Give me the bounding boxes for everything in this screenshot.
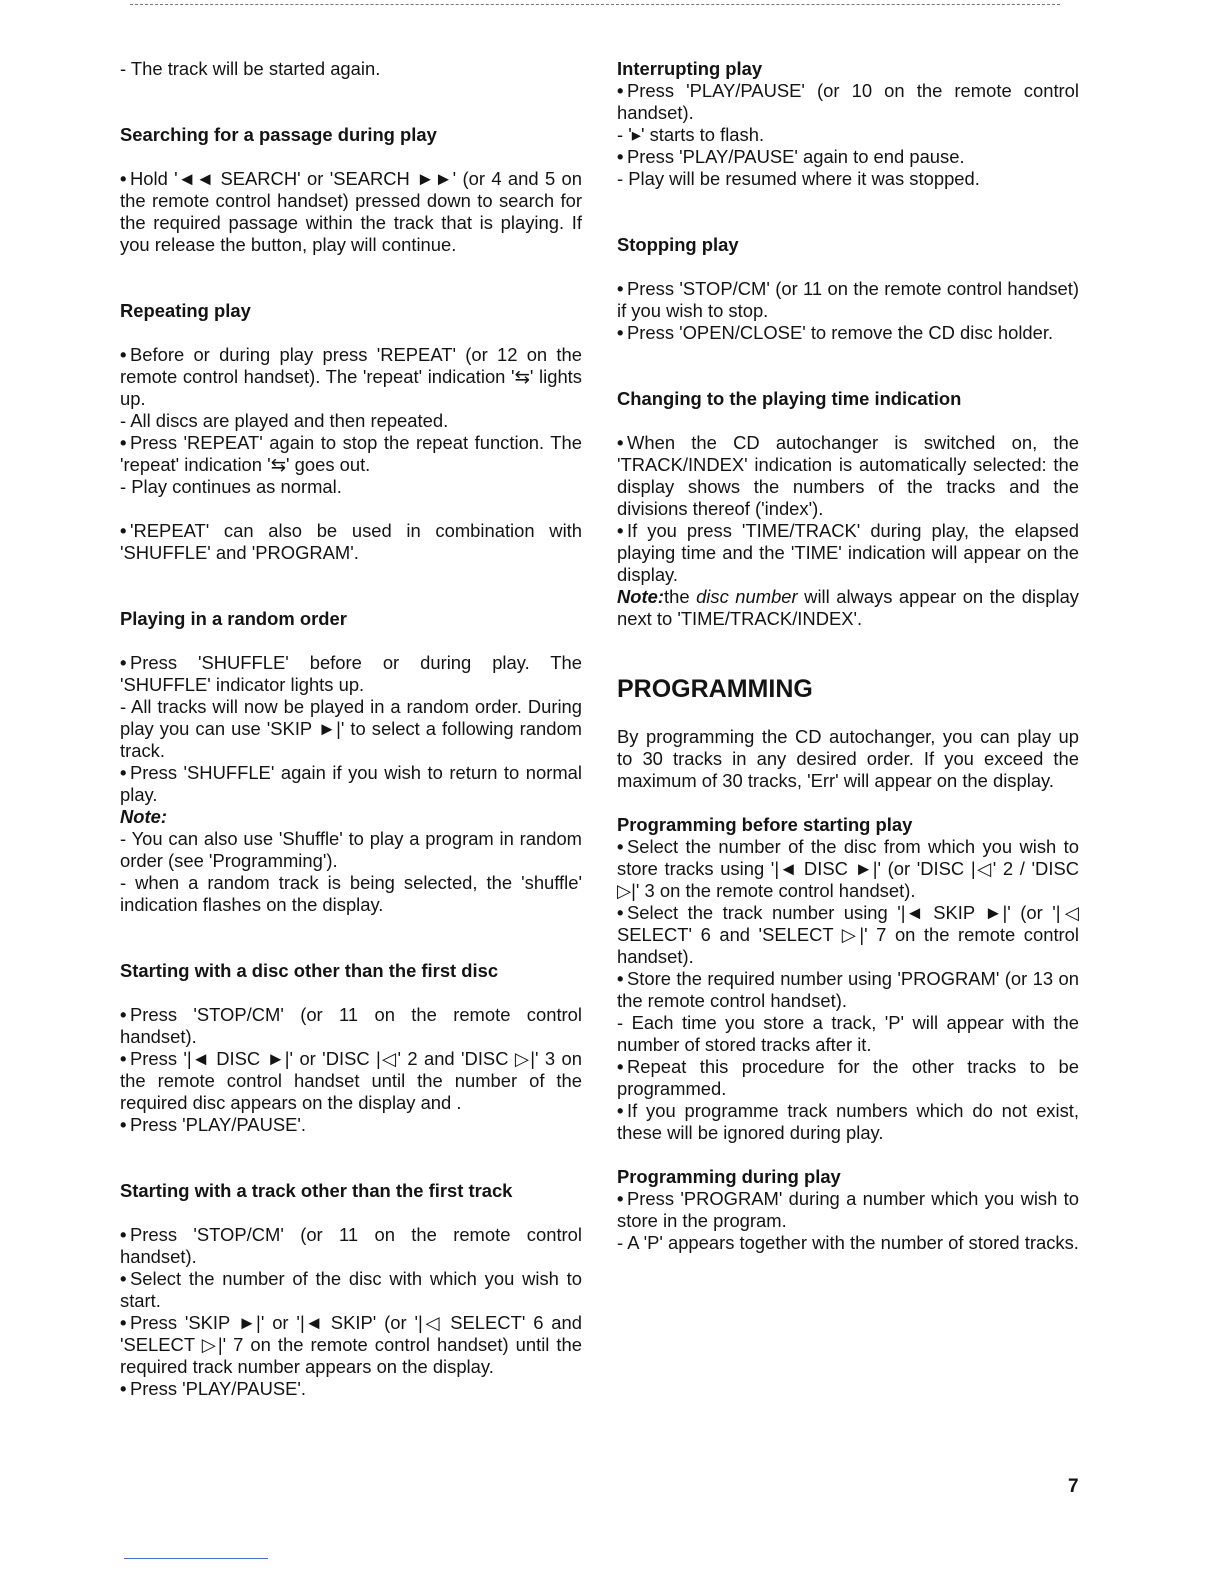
- random-heading: Playing in a random order: [120, 608, 347, 629]
- interrupt-text-4: - Play will be resumed where it was stopped.: [617, 168, 980, 189]
- programming-before-1: • Select the number of the disc from which you wish to store tracks using '|◄ DISC ►|' (or 'DISC |◁' 2 / 'DISC ▷|' 3 on the remote control handset).: [617, 836, 1079, 901]
- interrupt-text-1: • Press 'PLAY/PAUSE' (or 10 on the remote control handset).: [617, 80, 1079, 123]
- random-text-1: • Press 'SHUFFLE' before or during play. The 'SHUFFLE' indicator lights up.: [120, 652, 582, 695]
- time-note: Note:the disc number will always appear on the display next to 'TIME/TRACK/INDEX'.: [617, 586, 1079, 629]
- programming-during-2: - A 'P' appears together with the number of stored tracks.: [617, 1232, 1079, 1253]
- disc-text-2: • Press '|◄ DISC ►|' or 'DISC |◁' 2 and 'DISC ▷|' 3 on the remote control handset until the number of the required disc appears on the display and .: [120, 1048, 582, 1113]
- time-text-1: • When the CD autochanger is switched on, the 'TRACK/INDEX' indication is automatically selected: the display shows the numbers of the tracks and the divisions thereof ('index').: [617, 432, 1079, 519]
- search-text: • Hold '◄◄ SEARCH' or 'SEARCH ►►' (or 4 and 5 on the remote control handset) pressed down to search for the required passage within the track that is playing. If you release the button, play will continue.: [120, 168, 582, 255]
- scan-line-bottom: [124, 1558, 268, 1559]
- repeat-text-5: • 'REPEAT' can also be used in combination with 'SHUFFLE' and 'PROGRAM'.: [120, 520, 582, 563]
- track-text-3: • Press 'SKIP ►|' or '|◄ SKIP' (or '|◁ SELECT' 6 and 'SELECT ▷|' 7 on the remote control handset) until the required track number appears on the display.: [120, 1312, 582, 1377]
- programming-title: PROGRAMMING: [617, 675, 813, 703]
- programming-intro: By programming the CD autochanger, you can play up to 30 tracks in any desired order. If you exceed the maximum of 30 tracks, 'Err' will appear on the display.: [617, 726, 1079, 791]
- repeat-heading: Repeating play: [120, 300, 251, 321]
- programming-before-3: • Store the required number using 'PROGRAM' (or 13 on the remote control handset).: [617, 968, 1079, 1011]
- programming-before-2: • Select the track number using '|◄ SKIP ►|' (or '|◁ SELECT' 6 and 'SELECT ▷|' 7 on the remote control handset).: [617, 902, 1079, 967]
- track-text-1: • Press 'STOP/CM' (or 11 on the remote control handset).: [120, 1224, 582, 1267]
- disc-text-1: • Press 'STOP/CM' (or 11 on the remote control handset).: [120, 1004, 582, 1047]
- disc-text-3: • Press 'PLAY/PAUSE'.: [120, 1114, 307, 1135]
- random-text-2: - All tracks will now be played in a random order. During play you can use 'SKIP ►|' to select a following random track.: [120, 696, 582, 761]
- interrupt-heading: Interrupting play: [617, 58, 763, 79]
- right-column: [617, 58, 1079, 1254]
- disc-heading: Starting with a disc other than the first disc: [120, 960, 499, 981]
- programming-during-1: • Press 'PROGRAM' during a number which you wish to store in the program.: [617, 1188, 1079, 1231]
- programming-before-4: - Each time you store a track, 'P' will appear with the number of stored tracks after it.: [617, 1012, 1079, 1055]
- intro-text: - The track will be started again.: [120, 58, 381, 79]
- track-text-2: • Select the number of the disc with which you wish to start.: [120, 1268, 582, 1311]
- left-column: [120, 58, 582, 1400]
- search-heading: Searching for a passage during play: [120, 124, 437, 145]
- random-note-2: - when a random track is being selected, the 'shuffle' indication flashes on the display.: [120, 872, 582, 915]
- time-heading: Changing to the playing time indication: [617, 388, 962, 409]
- programming-before-5: • Repeat this procedure for the other tracks to be programmed.: [617, 1056, 1079, 1099]
- track-heading: Starting with a track other than the first track: [120, 1180, 513, 1201]
- programming-before-heading: Programming before starting play: [617, 814, 913, 835]
- interrupt-text-3: • Press 'PLAY/PAUSE' again to end pause.: [617, 146, 965, 167]
- interrupt-text-2: - '▸' starts to flash.: [617, 124, 765, 145]
- repeat-text-4: - Play continues as normal.: [120, 476, 342, 497]
- repeat-text-1: • Before or during play press 'REPEAT' (or 12 on the remote control handset). The 'repeat' indication '⇆' lights up.: [120, 344, 582, 409]
- random-note-1: - You can also use 'Shuffle' to play a program in random order (see 'Programming').: [120, 828, 582, 871]
- scan-noise-top: [130, 4, 1060, 7]
- page-number: 7: [1068, 1476, 1079, 1497]
- stop-text-1: • Press 'STOP/CM' (or 11 on the remote control handset) if you wish to stop.: [617, 278, 1079, 321]
- repeat-text-3: • Press 'REPEAT' again to stop the repeat function. The 'repeat' indication '⇆' goes out.: [120, 432, 582, 475]
- random-text-3: • Press 'SHUFFLE' again if you wish to return to normal play.: [120, 762, 582, 805]
- stop-text-2: • Press 'OPEN/CLOSE' to remove the CD disc holder.: [617, 322, 1054, 343]
- programming-during-heading: Programming during play: [617, 1166, 841, 1187]
- track-text-4: • Press 'PLAY/PAUSE'.: [120, 1378, 307, 1399]
- stop-heading: Stopping play: [617, 234, 739, 255]
- random-note-label: Note:: [120, 806, 167, 827]
- time-text-2: • If you press 'TIME/TRACK' during play, the elapsed playing time and the 'TIME' indication will appear on the display.: [617, 520, 1079, 585]
- repeat-text-2: - All discs are played and then repeated.: [120, 410, 449, 431]
- programming-before-6: • If you programme track numbers which do not exist, these will be ignored during play.: [617, 1100, 1079, 1143]
